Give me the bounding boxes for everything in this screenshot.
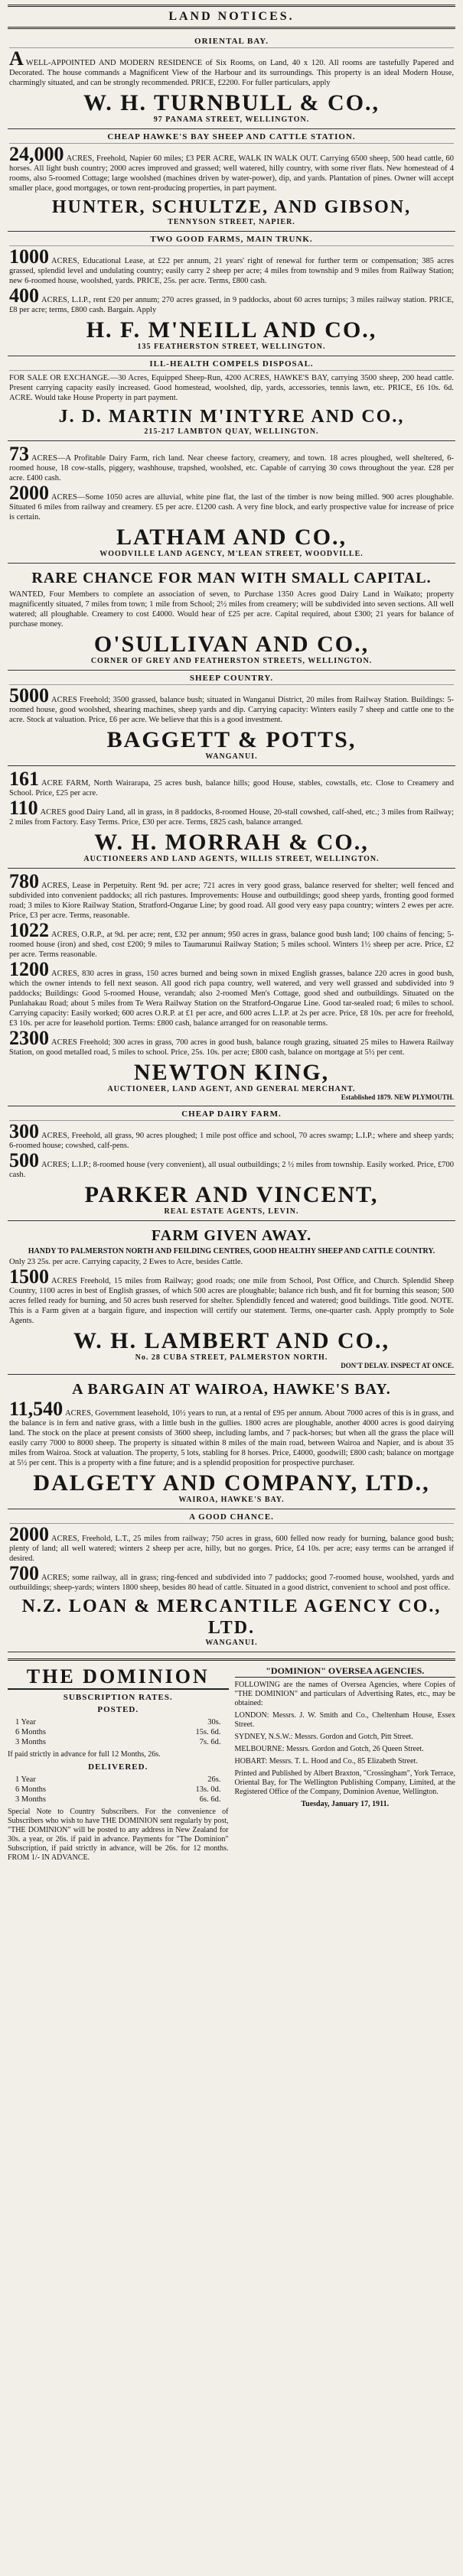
ad-banner-sub: HANDY TO PALMERSTON NORTH AND FEILDING CENTRES, GOOD HEALTHY SHEEP AND CATTLE COUNTRY. <box>28 1247 435 1256</box>
ad-firm-name: HUNTER, SCHULTZE, AND GIBSON, <box>51 197 412 217</box>
agency-entry: MELBOURNE: Messrs. Gordon and Gotch, 26 Queen Street. <box>234 1745 424 1753</box>
ad-paragraph <box>9 1027 454 1057</box>
ad-firm-name: J. D. MARTIN M'INTYRE AND CO., <box>58 407 405 427</box>
ad-address: WANGANUI. <box>205 752 258 761</box>
ad-paragraph <box>9 797 454 827</box>
land-ad <box>8 1509 455 1652</box>
ad-paragraph <box>9 958 454 1028</box>
ad-note: DON'T DELAY. INSPECT AT ONCE. <box>341 1362 454 1369</box>
land-ad <box>8 1375 455 1509</box>
ad-address: 97 PANAMA STREET, WELLINGTON. <box>153 115 310 124</box>
ad-banner: FARM GIVEN AWAY. <box>151 1227 312 1244</box>
rate-row <box>8 1795 229 1804</box>
ad-heading: ORIENTAL BAY. <box>9 37 454 48</box>
land-ad <box>8 1221 455 1375</box>
ad-paragraph <box>9 1523 454 1564</box>
ad-acreage: 300 <box>9 1120 39 1142</box>
ad-address: 135 FEATHERSTON STREET, WELLINGTON. <box>137 343 326 351</box>
ad-paragraph <box>9 919 454 960</box>
ad-text: Only 23 25s. per acre. Carrying capacity, 2 Ewes to Acre, besides Cattle. <box>9 1258 243 1266</box>
ad-firm-name: NEWTON KING, <box>133 1060 330 1085</box>
ad-text: ACRES Freehold; 3500 grassed, balance bush; situated in Wanganui District, 20 miles from Railway Station. Buildings: 5-roomed house, good woolshed, shearing machines, sheep yards and dip. Carrying capacity: Winters easily 7 sheep and cattle one to the acre. Stock at valuation. Price, £6 per acre. We believe that this is a good investment. <box>9 696 454 724</box>
ad-banner: RARE CHANCE FOR MAN WITH SMALL CAPITAL. <box>31 570 432 586</box>
dominion-title: THE DOMINION <box>8 1665 229 1690</box>
ad-acreage: 24,000 <box>9 143 64 165</box>
ad-paragraph <box>9 870 454 921</box>
ads-column <box>8 34 455 1652</box>
ad-acreage: 1500 <box>9 1265 49 1288</box>
rate-row <box>8 1717 229 1727</box>
ad-acreage: 500 <box>9 1149 39 1171</box>
section-title: LAND NOTICES. <box>168 10 295 23</box>
ad-acreage: 73 <box>9 443 29 465</box>
special-note: Special Note to Country Subscribers. For the convenience of Subscribers who wish to have THE DOMINION sent regularly by post, "THE DOMINION" will be posted to any address in New Zealand for 30s. a year, or 26s. if paid in advance. Payments for "The Dominion" Subscription, if paid strictly in advance, will be 26s. for 12 months. FROM 1/- IN ADVANCE. <box>8 1808 229 1862</box>
ad-address: AUCTIONEER, LAND AGENT, AND GENERAL MERCHANT. <box>107 1085 356 1093</box>
ad-address: WAIROA, HAWKE'S BAY. <box>178 1496 285 1504</box>
rate-row <box>8 1775 229 1785</box>
ad-acreage: 400 <box>9 284 39 307</box>
agency-entry: HOBART: Messrs. T. L. Hood and Co., 85 Elizabeth Street. <box>234 1757 418 1766</box>
ad-text: WELL-APPOINTED AND MODERN RESIDENCE of Six Rooms, on Land, 40 x 120. All rooms are tastefully Papered and Decorated. The house commands a Magnificent View of the Harbour and its surroundings. This property is an ideal Modern House, charmingly situated, and can be strongly recommended. PRICE, £2200. For fuller particulars, apply <box>9 59 454 87</box>
rate-price: 26s. <box>207 1775 221 1784</box>
ad-text: ACRES good Dairy Land, all in grass, in 8 paddocks, 8-roomed House, 20-stall cowshed, calf-shed, etc.; 3 miles from Railway; 2 miles from Factory. Easy Terms. Price, £30 per acre. Terms, £825 cash, balance arranged. <box>9 808 454 827</box>
ad-address: REAL ESTATE AGENTS, LEVIN. <box>164 1207 299 1216</box>
ad-firm-name: LATHAM AND CO., <box>116 525 347 550</box>
ad-paragraph <box>9 443 454 483</box>
ad-banner: A BARGAIN AT WAIROA, HAWKE'S BAY. <box>72 1381 391 1398</box>
ad-acreage: 2000 <box>9 482 49 504</box>
ad-firm-name: H. F. M'NEILL AND CO., <box>86 317 377 343</box>
ad-heading: ILL-HEALTH COMPELS DISPOSAL. <box>9 359 454 371</box>
ad-text: ACRES Freehold; 300 acres in grass, 700 acres in good bush, balance rough grazing, situated 25 miles to Hawera Railway Station, on good metalled road, 5 miles to school. Price, 25s. 10s. per acre; £800 cash, balance on mortgage at 5½ per cent. <box>9 1038 454 1057</box>
ad-text: ACRES Freehold, 15 miles from Railway; good roads; one mile from School, Post Office, and Church. Splendid Sheep Country, 1100 acres in best of English grasses, of which 500 acres are ploughable; balance rich bush, and fit for burning this season; 500 acres felled ready for burning, and 50 acres bush reserved for shelter. Splendidly fenced and watered; good buildings. Title good. NOTE. This is a Farm given at a bargain figure, and inspection will certify our statement. Terms, one-quarter cash. Apply promptly to Sole Agents. <box>9 1277 454 1325</box>
ad-text: ACRES, Educational Lease, at £22 per annum, 21 years' right of renewal for further term or compensation; 385 acres grassed, splendid level and undulating country; easily carry 2 sheep per acre; 4 miles from township and 9 miles from Railway Station; new 6-roomed house, woolshed, yards. PRICE, 25s. per acre. Terms, £800 cash. <box>9 257 454 285</box>
ad-paragraph <box>9 373 454 403</box>
agencies-title: "DOMINION" OVERSEA AGENCIES. <box>235 1665 456 1678</box>
ad-paragraph <box>9 1265 454 1326</box>
rate-term: 6 Months <box>15 1785 46 1794</box>
ad-acreage: 161 <box>9 768 39 790</box>
ad-text: ACRE FARM, North Wairarapa, 25 acres bush, balance hills; good House, stables, cowstalls, etc. Close to Creamery and School. Price, £25 per acre. <box>9 779 454 797</box>
land-ad <box>8 766 455 869</box>
land-ad <box>8 671 455 766</box>
agencies-list <box>235 1711 456 1766</box>
ad-text: ACRES; L.I.P.; 8-roomed house (very convenient), all usual outbuildings; 2 ½ miles from township. Easily worked. Price, £700 cash. <box>9 1161 454 1179</box>
land-ad <box>8 356 455 441</box>
ad-heading: SHEEP COUNTRY. <box>9 674 454 685</box>
rate-term: 1 Year <box>15 1718 36 1727</box>
ad-text: ACRES, Freehold, all grass, 90 acres ploughed; 1 mile post office and school, 70 acres swamp; L.I.P.; where and sheep yards; 6-roomed house; cowshed, calf-pens. <box>9 1132 454 1150</box>
ad-firm-name: DALGETY AND COMPANY, LTD., <box>33 1470 430 1496</box>
ad-acreage: 2300 <box>9 1027 49 1049</box>
subscription-box <box>8 1665 229 1863</box>
ad-acreage: 1200 <box>9 958 49 980</box>
ad-text: ACRES, Government leasehold, 10½ years to run, at a rental of £95 per annum. About 7000 acres of this is in grass, and the balance is in fern and native grass, with a little bush in the gullies. 1800 acres are ploughable, another 4000 acres is good dairying land. The stock on the place at present consists of 3600 sheep, including lambs, and 7 pack-horses; but when all the grass the place will easily carry 7000 to 8000 sheep. The property is situated within 8 miles of the main road, between Wairoa and Napier, and is about 35 miles from Wairoa. Stock at valuation. The property, 5 lots, stabling for 8 horses. Price, £4000, goodwill; £800 cash; balance on mortgage at 5½ per cent. This is a property with a fine future; and is a splendid proposition for prospective purchaser. <box>9 1409 454 1467</box>
ad-acreage: 5000 <box>9 684 49 707</box>
ad-text: ACRES—A Profitable Dairy Farm, rich land. Near cheese factory, creamery, and town. 18 acres ploughed, well sheltered, 6-roomed house, 18 cow-stalls, piggery, washhouse, trapshed, woolshed, etc. Capable of carrying 30 cows throughout the year. £28 per acre. £400 cash. <box>9 454 454 482</box>
rate-price: 30s. <box>207 1718 221 1727</box>
ad-paragraph <box>9 1149 454 1180</box>
ad-heading: CHEAP DAIRY FARM. <box>9 1109 454 1121</box>
ad-paragraph <box>9 47 454 88</box>
ad-text: ACRES, Freehold, L.T., 25 miles from railway; 750 acres in grass, 600 felled now ready for burning, balance good bush; plenty of land; all well watered; winters 2 sheep per acre, hilly, but no gorges. Price, £4 10s. per acre; easy terms can be arranged if desired. <box>9 1535 454 1563</box>
rate-row <box>8 1737 229 1747</box>
subscription-title: SUBSCRIPTION RATES. <box>63 1693 173 1702</box>
land-ad <box>8 1106 455 1221</box>
ad-text: ACRES, O.R.P., at 9d. per acre; rent, £32 per annum; 950 acres in grass, balance good bush land; 100 chains of fencing; 5-roomed house (iron) and shed, cost £200; 9 miles to Taumarunui Railway Station; 5 miles school. Winters 1½ sheep per acre. Price, £2 per acre. Terms reasonable. <box>9 931 454 959</box>
ad-paragraph <box>9 482 454 522</box>
ad-acreage: 2000 <box>9 1523 49 1545</box>
land-ad <box>8 441 455 564</box>
ad-paragraph <box>9 143 454 193</box>
rate-row <box>8 1785 229 1795</box>
delivered-rates <box>8 1775 229 1804</box>
ad-heading: TWO GOOD FARMS, MAIN TRUNK. <box>9 235 454 246</box>
ad-text: FOR SALE OR EXCHANGE.—30 Acres, Equipped Sheep-Run, 4200 ACRES, HAWKE'S BAY, carrying 3500 sheep, 200 head cattle. Present carrying capacity easily increased. Good homestead, woolshed, dip, yards, accessories, tennis lawn, etc. PRICE, £6 10s. 6d. ACRE. Would take House Property in part payment. <box>9 374 454 402</box>
land-ad <box>8 232 455 356</box>
rate-term: 1 Year <box>15 1775 36 1784</box>
ad-paragraph <box>9 1562 454 1593</box>
ad-firm-name: BAGGETT & POTTS, <box>106 727 357 752</box>
rate-term: 3 Months <box>15 1738 46 1746</box>
ad-text: ACRES, Freehold, Napier 60 miles; £3 PER ACRE, WALK IN WALK OUT. Carrying 6500 sheep, 500 head cattle, 60 horses. All light bush country; 2000 acres improved and grassed; well watered, hilly country, with some river flats. New homestead of 4 rooms, also 5-roomed Cottage; large woolshed (machines driven by water-power), dip, and yards. Plantation of pines. Owner will accept smaller place, good mortgages, or town rent-producing properties, in part payment. <box>9 154 454 193</box>
ad-acreage: 780 <box>9 870 39 892</box>
imprint: Printed and Published by Albert Braxton, "Crossingham", York Terrace, Oriental Bay, for The Wellington Publishing Company, Limited, at the Registered Office of the Company, Dominion Avenue, Wellington. <box>234 1769 455 1796</box>
ad-heading: CHEAP HAWKE'S BAY SHEEP AND CATTLE STATION. <box>9 132 454 144</box>
ad-heading: A GOOD CHANCE. <box>9 1512 454 1524</box>
ad-address: CORNER OF GREY AND FEATHERSTON STREETS, WELLINGTON. <box>90 657 373 665</box>
posted-rates <box>8 1717 229 1747</box>
ad-paragraph <box>9 590 454 629</box>
ad-paragraph <box>9 1120 454 1151</box>
rate-price: 7s. 6d. <box>199 1738 221 1746</box>
rate-price: 13s. 0d. <box>195 1785 221 1794</box>
rate-term: 3 Months <box>15 1795 46 1804</box>
ad-acreage: 700 <box>9 1562 39 1584</box>
ad-address: TENNYSON STREET, NAPIER. <box>168 218 295 226</box>
rate-price: 15s. 6d. <box>195 1728 221 1736</box>
ad-text: ACRES; some railway, all in grass; ring-fenced and subdivided into 7 paddocks; good 7-roomed house, woolshed, yards and outbuildings; sheep-yards; winters 1800 sheep, besides 80 head of cattle. Situated in a good district, convenient to school and post office. <box>9 1574 454 1592</box>
ad-text: ACRES, Lease in Perpetuity. Rent 9d. per acre; 721 acres in very good grass, balance reserved for shelter; well fenced and subdivided into convenient paddocks; all rich pastures. Improvements: House and outbuildings; good sheep yards, fronting good formed road; 3 miles to Kiore Railway Station, Stratford-Ongarue Line; by good road. All good very easy papa country; winters 2 ewes per acre. Price, £3 per acre. Terms, reasonable. <box>9 882 454 920</box>
agencies-box <box>235 1665 456 1863</box>
ad-firm-name: W. H. LAMBERT AND CO., <box>73 1328 390 1353</box>
ad-firm-name: W. H. TURNBULL & CO., <box>83 90 380 115</box>
footer-section <box>8 1658 455 1863</box>
issue-date: Tuesday, January 17, 1911. <box>301 1800 390 1808</box>
ad-address: WANGANUI. <box>205 1639 258 1647</box>
ad-acreage: 11,540 <box>9 1398 64 1420</box>
posted-note: If paid strictly in advance for full 12 Months, 26s. <box>8 1750 161 1759</box>
land-ad <box>8 564 455 671</box>
ad-text: ACRES—Some 1050 acres are alluvial, white pine flat, the last of the timber is now being milled. 900 acres ploughable. Situated 6 miles from railway and creamery. £5 per acre. £1200 cash. A very fine block, and early prospective value for increase of price is certain. <box>9 493 454 521</box>
agency-entry: SYDNEY, N.S.W.: Messrs. Gordon and Gotch, Pitt Street. <box>234 1733 413 1741</box>
rate-term: 6 Months <box>15 1728 46 1736</box>
ad-firm-name: W. H. MORRAH & CO., <box>94 830 369 855</box>
ad-firm-name: N.Z. LOAN & MERCANTILE AGENCY CO., LTD. <box>21 1597 442 1638</box>
agency-entry: LONDON: Messrs. J. W. Smith and Co., Cheltenham House, Essex Street. <box>234 1711 455 1729</box>
rate-price: 6s. 6d. <box>199 1795 221 1804</box>
ad-acreage: A <box>9 47 24 70</box>
ad-paragraph <box>9 284 454 315</box>
ad-firm-name: O'SULLIVAN AND CO., <box>93 632 370 657</box>
ad-text: WANTED, Four Members to complete an association of seven, to Purchase 1350 Acres good Dairy Land in Waikato; property magnificently situated, 7 miles from town; 1 mile from School; 2½ miles from creamery; will be subdivided into seven sections. All well watered; all ploughable. Creamery to cost £4000. Would hear of £25 per acre. Capital required, about £300; 21 years for balance of purchase money. <box>9 590 454 629</box>
posted-head: POSTED. <box>97 1705 139 1714</box>
ad-address: 215-217 LAMBTON QUAY, WELLINGTON. <box>144 427 319 436</box>
delivered-head: DELIVERED. <box>88 1762 148 1772</box>
land-ad <box>8 869 455 1106</box>
ad-address: AUCTIONEERS AND LAND AGENTS, WILLIS STREET, WELLINGTON. <box>83 855 380 863</box>
section-header <box>8 5 455 29</box>
land-ad <box>8 129 455 232</box>
land-ad <box>8 34 455 129</box>
ad-acreage: 110 <box>9 797 38 819</box>
ad-paragraph <box>9 1398 454 1468</box>
ad-text: ACRES, 830 acres in grass, 150 acres burned and being sown in mixed English grasses, balance 220 acres in good bush, which the owner intends to fell next season. All good rich papa country, well watered, and very well grassed and subdivided into 9 paddocks; Buildings: Good 5-roomed House, verandah; also 2-roomed Men's Cottage, good shed and outbuildings. Situated on the Punlahakau Road; about 5 miles from Te Wera Railway Station on the Stratford-Ongarue Line. Good tar-sealed road; 6 miles to school. Carrying capacity: Easily worked; 600 acres O.R.P. at £1 per acre, and 600 acres L.I.P. at 2s per acre. Price, £8 10s. per acre for freehold, £3 10s. per acre for leasehold portion. Terms: £800 cash, balance arranged for on reasonable terms. <box>9 970 454 1028</box>
ad-note: Established 1879. NEW PLYMOUTH. <box>341 1093 454 1101</box>
ad-paragraph <box>9 768 454 798</box>
ad-acreage: 1000 <box>9 245 49 268</box>
rate-row <box>8 1727 229 1737</box>
ad-paragraph <box>9 245 454 286</box>
ad-address: WOODVILLE LAND AGENCY, M'LEAN STREET, WOODVILLE. <box>99 550 364 558</box>
ad-paragraph <box>9 1257 454 1267</box>
agencies-intro: FOLLOWING are the names of Oversea Agencies, where Copies of "THE DOMINION" and particulars of Advertising Rates, etc., may be obtained: <box>234 1681 455 1707</box>
ad-paragraph <box>9 684 454 725</box>
ad-firm-name: PARKER AND VINCENT, <box>84 1182 379 1207</box>
ad-address: No. 28 CUBA STREET, PALMERSTON NORTH. <box>135 1353 328 1362</box>
ad-text: ACRES, L.I.P., rent £20 per annum; 270 acres grassed, in 9 paddocks, about 60 acres turnips; 3 miles railway station. PRICE, £8 per acre; terms, £800 cash. Bargain. Apply <box>9 296 454 314</box>
ad-acreage: 1022 <box>9 919 49 941</box>
